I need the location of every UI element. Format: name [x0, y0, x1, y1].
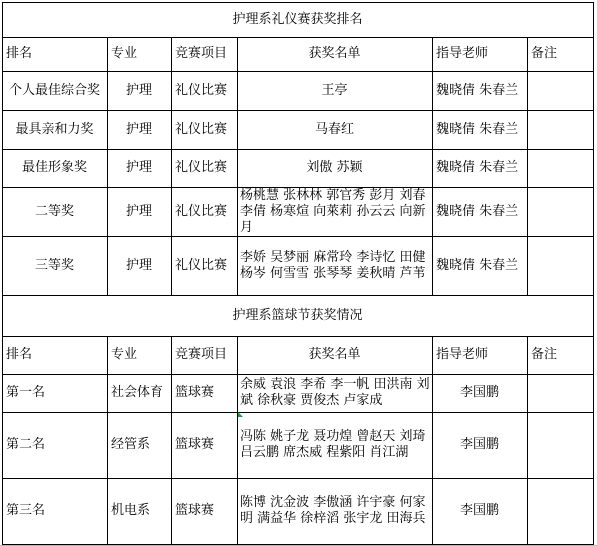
basketball-table-vline-5 — [527, 336, 528, 545]
etiquette-table-row3-rank-text: 最佳形象奖 — [21, 160, 87, 175]
basketball-table-header-remark[interactable] — [527, 336, 593, 374]
basketball-table-row2-event[interactable] — [171, 412, 237, 478]
etiquette-table-row4-winners[interactable] — [237, 187, 432, 236]
etiquette-table-row4-remark[interactable] — [527, 187, 593, 236]
basketball-table-row2-event-text: 篮球赛 — [175, 437, 215, 452]
basketball-table-row3-teacher[interactable] — [432, 478, 527, 544]
etiquette-table-row3-remark[interactable] — [527, 149, 593, 187]
basketball-table-header-teacher[interactable] — [432, 336, 527, 374]
etiquette-table-row4-teacher-text: 魏晓倩 朱春兰 — [436, 203, 519, 219]
etiquette-table-title-text: 护理系礼仪赛获奖排名 — [232, 11, 363, 27]
etiquette-table-row1-event[interactable] — [171, 71, 237, 110]
basketball-table-row3-winners-text: 陈博 沈金波 李傲涵 许宇豪 何家明 满益华 徐梓滔 张宇龙 田海兵 — [240, 495, 426, 526]
etiquette-table-header-remark-text: 备注 — [531, 46, 558, 61]
etiquette-table-hline-4 — [2, 149, 594, 150]
etiquette-table-row3-teacher[interactable] — [432, 149, 527, 187]
etiquette-table-row1-remark[interactable] — [527, 71, 593, 110]
basketball-table-row1-rank-text: 第一名 — [6, 385, 46, 400]
etiquette-table-row2-teacher[interactable] — [432, 110, 527, 149]
etiquette-table-row3-event[interactable] — [171, 149, 237, 187]
basketball-table-row3-event-text: 篮球赛 — [175, 503, 215, 518]
basketball-table-row2-major-text: 经管系 — [111, 437, 151, 452]
basketball-table-header-major-text: 专业 — [111, 347, 138, 362]
basketball-table-vline-4 — [432, 336, 433, 545]
etiquette-table-row5-rank-text: 三等奖 — [34, 257, 74, 273]
etiquette-table-row4-event-text: 礼仪比赛 — [175, 203, 228, 219]
basketball-table-vline-2 — [171, 336, 172, 545]
basketball-table-row2-major[interactable] — [107, 412, 171, 478]
etiquette-table-row1-event-text: 礼仪比赛 — [175, 82, 228, 98]
basketball-table-header-event[interactable] — [171, 336, 237, 374]
basketball-table-header-rank[interactable] — [2, 336, 107, 374]
etiquette-table-header-rank-text: 排名 — [6, 46, 33, 61]
etiquette-table-vline-2 — [171, 37, 172, 296]
etiquette-table-row2-remark[interactable] — [527, 110, 593, 149]
etiquette-table-row4-major[interactable] — [107, 187, 171, 236]
etiquette-table-row5-rank[interactable] — [2, 236, 107, 295]
etiquette-table-row5-winners[interactable] — [237, 236, 432, 295]
basketball-table-vline-1 — [107, 336, 108, 545]
etiquette-table-row5-event[interactable] — [171, 236, 237, 295]
basketball-table-row1-remark[interactable] — [527, 374, 593, 412]
etiquette-table-hline-5 — [2, 187, 594, 188]
etiquette-table-row4-winners-text: 杨桃慧 张林林 郭官秀 彭月 刘春 李倩 杨寒煊 向萊莉 孙云云 向新月 — [240, 187, 426, 235]
etiquette-table-row2-major[interactable] — [107, 110, 171, 149]
basketball-table-row1-teacher-text: 李国鹏 — [459, 385, 499, 400]
etiquette-table-header-remark[interactable] — [527, 37, 593, 71]
etiquette-table-row5-teacher[interactable] — [432, 236, 527, 295]
basketball-table-hline-0 — [2, 295, 594, 296]
basketball-table-header-major[interactable] — [107, 336, 171, 374]
basketball-table-row3-teacher-text: 李国鹏 — [459, 503, 499, 518]
basketball-table-header-winners-text: 获奖名单 — [308, 347, 361, 362]
basketball-table-row1-major[interactable] — [107, 374, 171, 412]
basketball-table-row1-event-text: 篮球赛 — [175, 385, 215, 400]
etiquette-table-vline-1 — [107, 37, 108, 296]
etiquette-table-row4-major-text: 护理 — [125, 203, 152, 219]
basketball-table-vline-3 — [237, 336, 238, 545]
basketball-table-header-teacher-text: 指导老师 — [436, 347, 489, 362]
basketball-table-vline-0 — [2, 295, 3, 545]
basketball-table-row2-teacher-text: 李国鹏 — [459, 437, 499, 452]
etiquette-table-row2-teacher-text: 魏晓倩 朱春兰 — [436, 121, 519, 137]
etiquette-table-row2-event-text: 礼仪比赛 — [175, 121, 228, 137]
etiquette-table-hline-1 — [2, 37, 594, 38]
basketball-table-row2-teacher[interactable] — [432, 412, 527, 478]
basketball-table-row1-rank[interactable] — [2, 374, 107, 412]
etiquette-table-row1-rank-text: 个人最佳综合奖 — [8, 82, 100, 98]
etiquette-table-vline-3 — [237, 37, 238, 296]
etiquette-table-row5-teacher-text: 魏晓倩 朱春兰 — [436, 257, 519, 273]
etiquette-table-row5-major-text: 护理 — [125, 257, 152, 273]
etiquette-table-row1-teacher-text: 魏晓倩 朱春兰 — [436, 82, 519, 98]
etiquette-table-header-major-text: 专业 — [111, 46, 138, 61]
etiquette-table-header-event[interactable] — [171, 37, 237, 71]
etiquette-table-row4-event[interactable] — [171, 187, 237, 236]
etiquette-table-row3-major[interactable] — [107, 149, 171, 187]
etiquette-table-hline-0 — [2, 2, 594, 3]
basketball-table-row2-winners-text: 冯陈 姚子龙 聂功煌 曾赵天 刘琦 吕云鹏 席杰威 程紫阳 肖江湖 — [240, 429, 426, 460]
basketball-table-row3-remark[interactable] — [527, 478, 593, 544]
basketball-table-vline-6 — [593, 295, 594, 545]
etiquette-table-row5-event-text: 礼仪比赛 — [175, 257, 228, 273]
etiquette-table-row3-winners-text: 刘傲 苏颖 — [306, 160, 363, 175]
cell-comment-marker-icon — [238, 412, 243, 417]
etiquette-table-header-teacher-text: 指导老师 — [436, 46, 489, 61]
etiquette-table-hline-6 — [2, 236, 594, 237]
etiquette-table-row5-remark[interactable] — [527, 236, 593, 295]
basketball-table-row1-event[interactable] — [171, 374, 237, 412]
etiquette-table-vline-6 — [593, 2, 594, 296]
etiquette-table-row4-rank[interactable] — [2, 187, 107, 236]
etiquette-table-row4-rank-text: 二等奖 — [34, 203, 74, 219]
etiquette-table-row2-winners[interactable] — [237, 110, 432, 149]
etiquette-table-row3-rank[interactable] — [2, 149, 107, 187]
etiquette-table-row3-major-text: 护理 — [125, 160, 152, 175]
etiquette-table-hline-2 — [2, 71, 594, 72]
etiquette-table-row2-event[interactable] — [171, 110, 237, 149]
etiquette-table-header-event-text: 竞赛项目 — [175, 46, 228, 61]
basketball-table-hline-4 — [2, 478, 594, 479]
basketball-table-row1-winners[interactable] — [237, 374, 432, 412]
etiquette-table-row2-rank[interactable] — [2, 110, 107, 149]
etiquette-table-row4-teacher[interactable] — [432, 187, 527, 236]
etiquette-table-row1-major-text: 护理 — [125, 82, 152, 98]
basketball-table-row1-teacher[interactable] — [432, 374, 527, 412]
basketball-table-header-rank-text: 排名 — [6, 347, 33, 362]
basketball-table-row1-winners-text: 余威 袁浪 李希 李一帆 田洪南 刘斌 徐秋豪 贾俊杰 卢家成 — [240, 377, 430, 408]
etiquette-table-header-teacher[interactable] — [432, 37, 527, 71]
etiquette-table-row3-event-text: 礼仪比赛 — [175, 160, 228, 175]
etiquette-table-row3-teacher-text: 魏晓倩 朱春兰 — [436, 160, 519, 175]
basketball-table-hline-3 — [2, 412, 594, 413]
basketball-table-row3-event[interactable] — [171, 478, 237, 544]
etiquette-table-vline-4 — [432, 37, 433, 296]
basketball-table-row3-rank[interactable] — [2, 478, 107, 544]
basketball-table-row3-major[interactable] — [107, 478, 171, 544]
basketball-table-row3-major-text: 机电系 — [111, 503, 151, 518]
basketball-table-hline-2 — [2, 374, 594, 375]
etiquette-table-row2-winners-text: 马春红 — [314, 121, 354, 137]
etiquette-table-header-winners[interactable] — [237, 37, 432, 71]
etiquette-table-header-rank[interactable] — [2, 37, 107, 71]
basketball-table-hline-1 — [2, 336, 594, 337]
etiquette-table-header-major[interactable] — [107, 37, 171, 71]
basketball-table-header-event-text: 竞赛项目 — [175, 347, 228, 362]
basketball-table-title-text: 护理系篮球节获奖情况 — [232, 307, 363, 323]
etiquette-table-row2-rank-text: 最具亲和力奖 — [15, 121, 94, 137]
basketball-table-row3-winners[interactable] — [237, 478, 432, 544]
etiquette-table-row5-winners-text: 李娇 吴梦丽 麻常玲 李诗忆 田健 杨岑 何雪雪 张琴琴 姜秋晴 芦苇 — [240, 249, 426, 281]
basketball-table-header-winners[interactable] — [237, 336, 432, 374]
etiquette-table-title[interactable] — [2, 2, 593, 37]
etiquette-table-row2-major-text: 护理 — [125, 121, 152, 137]
etiquette-table-row1-rank[interactable] — [2, 71, 107, 110]
basketball-table-row2-winners[interactable] — [237, 412, 432, 478]
etiquette-table-header-winners-text: 获奖名单 — [308, 46, 361, 61]
etiquette-table-row5-major[interactable] — [107, 236, 171, 295]
etiquette-table-row1-major[interactable] — [107, 71, 171, 110]
etiquette-table-row1-winners[interactable] — [237, 71, 432, 110]
etiquette-table-hline-3 — [2, 110, 594, 111]
etiquette-table-vline-5 — [527, 37, 528, 296]
basketball-table-row2-rank[interactable] — [2, 412, 107, 478]
basketball-table-row3-rank-text: 第三名 — [6, 503, 46, 518]
basketball-table-header-remark-text: 备注 — [531, 347, 558, 362]
etiquette-table-row1-teacher[interactable] — [432, 71, 527, 110]
etiquette-table-row3-winners[interactable] — [237, 149, 432, 187]
etiquette-table-vline-0 — [2, 2, 3, 296]
basketball-table-row2-remark[interactable] — [527, 412, 593, 478]
basketball-table-row2-rank-text: 第二名 — [6, 437, 46, 452]
basketball-table-row1-major-text: 社会体育 — [111, 385, 164, 400]
basketball-table-title[interactable] — [2, 295, 593, 336]
etiquette-table-row1-winners-text: 王亭 — [321, 82, 348, 98]
